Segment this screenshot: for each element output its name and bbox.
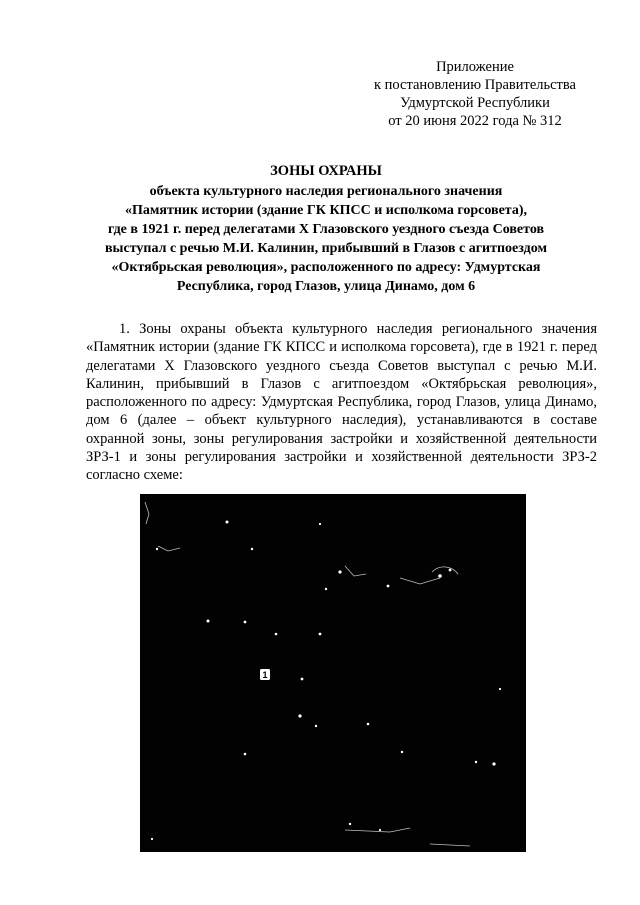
title-line: Республика, город Глазов, улица Динамо, дом 6 — [176, 279, 476, 294]
object-marker-label: 1 — [262, 670, 268, 680]
body-paragraph: 1. Зоны охраны объекта культурного наследия регионального значения «Памятник истории (здание ГК КПСС и исполкома горсовета), где в 1921 г. перед делегатами X Глазовского уездного съезда Советов выступал с речью М.И. Калинин, прибывший в Глазов с агитпоездом «Октябрьская революция», расположенного по адресу: Удмуртская Республика, город Глазов, улица Динамо, дом 6 (далее – объект культурного наследия), устанавливаются в составе охранной зоны, зоны регулирования застройки и хозяйственной деятельности ЗРЗ-1 и зоны регулирования застройки и хозяйственной деятельности ЗРЗ-2 согласно схеме: — [86, 321, 597, 484]
title-line: объекта культурного наследия регионального значения — [149, 184, 503, 199]
zone-scheme-map — [140, 494, 526, 852]
appendix-line: Приложение — [436, 59, 514, 75]
appendix-header — [330, 58, 620, 130]
map-svg — [140, 494, 526, 852]
appendix-line: от 20 июня 2022 года № 312 — [388, 113, 562, 129]
map-faint-lines — [145, 502, 470, 846]
main-title: ЗОНЫ ОХРАНЫ — [270, 163, 382, 179]
title-line: «Памятник истории (здание ГК КПСС и исполкома горсовета), — [124, 203, 528, 218]
appendix-line: Удмуртской Республики — [400, 95, 550, 111]
title-line: «Октябрьская революция», расположенного по адресу: Удмуртская — [111, 260, 541, 275]
appendix-line: к постановлению Правительства — [374, 77, 576, 93]
object-marker — [260, 669, 270, 680]
document-title — [60, 162, 592, 296]
map-dots — [151, 521, 501, 841]
title-line: выступал с речью М.И. Калинин, прибывший в Глазов с агитпоездом — [105, 241, 547, 256]
title-line: где в 1921 г. перед делегатами X Глазовского уездного съезда Советов — [107, 222, 545, 237]
